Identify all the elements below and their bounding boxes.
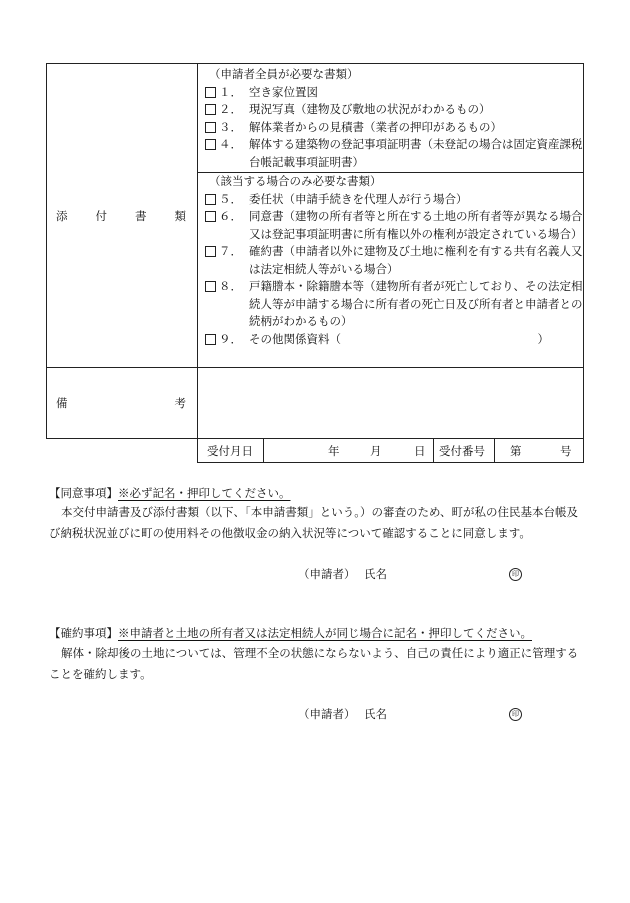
checklist-item[interactable]: ５． 委任状（申請手続きを代理人が行う場合） [205,191,587,209]
attachments-label: 添 付 書 類 [56,209,186,223]
receipt-go: 号 [560,444,572,458]
checkbox[interactable] [205,194,216,205]
pledge-title: 【確約事項】 [49,626,118,640]
seal-icon: 印 [509,708,522,721]
checklist-item[interactable]: ４． 解体する建築物の登記事項証明書（未登記の場合は固定資産課税台帳記載事項証明書） [205,136,587,171]
receipt-divider-2 [433,438,434,463]
checklist-item[interactable]: ８． 戸籍謄本・除籍謄本等（建物所有者が死亡しており、その法定相続人等が申請する場合に所有者の死亡日及び所有者と申請者との続柄がわかるもの） [205,278,587,331]
table-bottom-border [46,438,584,439]
consent-heading [49,485,291,501]
checklist-item[interactable]: ７． 確約書（申請者以外に建物及び土地に権利を有する共有名義人又は法定相続人等がいる場合） [205,243,587,278]
consent-name-label: 氏名 [364,567,387,581]
consent-title: 【同意事項】 [49,486,118,500]
checkbox[interactable] [205,104,216,115]
checkbox[interactable] [205,139,216,150]
checklist-item[interactable]: ３． 解体業者からの見積書（業者の押印があるもの） [205,119,587,137]
required-documents-list [205,66,587,171]
checkbox[interactable] [205,211,216,222]
receipt-month: 月 [370,444,382,458]
receipt-bottom-border [197,462,584,463]
receipt-date-label: 受付月日 [207,444,253,458]
consent-body: 本交付申請書及び添付書類（以下、「本申請書類」という。）の審査のため、町が私の住民基本台帳及び納税状況並びに町の使用料その他徴収金の納入状況等について確認することに同意します。 [49,505,579,540]
seal-icon: 印 [509,568,522,581]
receipt-number-label: 受付番号 [439,444,485,458]
pledge-heading [49,625,532,641]
checkbox[interactable] [205,87,216,98]
pledge-body: 解体・除却後の土地については、管理不全の状態にならないよう、自己の責任により適正に管理することを確約します。 [49,646,579,681]
receipt-divider-1 [263,438,264,463]
pledge-applicant: （申請者） [298,707,356,721]
table-left-border [46,63,47,439]
checkbox[interactable] [205,281,216,292]
conditional-header: （該当する場合のみ必要な書類） [209,174,382,188]
receipt-day: 日 [414,444,426,458]
pledge-note: ※申請者と土地の所有者又は法定相続人が同じ場合に記名・押印してください。 [118,626,532,640]
checklist-item[interactable]: ６． 同意書（建物の所有者等と所在する土地の所有者等が異なる場合又は登記事項証明書に所有権以外の権利が設定されている場合） [205,208,587,243]
other-close-paren: ） [537,331,549,346]
checkbox[interactable] [205,122,216,133]
checklist-item[interactable]: ２． 現況写真（建物及び敷地の状況がわかるもの） [205,101,587,119]
receipt-divider-3 [494,438,495,463]
receipt-dai: 第 [510,444,522,458]
checkbox[interactable] [205,334,216,345]
remarks-field[interactable] [198,368,583,438]
checkbox[interactable] [205,246,216,257]
receipt-year: 年 [328,444,340,458]
pledge-name-label: 氏名 [364,707,387,721]
required-header: （申請者全員が必要な書類） [209,67,359,81]
checklist-item[interactable]: ９． その他関係資料（ ） [205,331,587,349]
remarks-label: 備 考 [56,396,186,410]
conditional-documents-list [205,173,587,348]
consent-note: ※必ず記名・押印してください。 [118,486,291,500]
consent-applicant: （申請者） [298,567,356,581]
checklist-item[interactable]: １． 空き家位置図 [205,84,587,102]
table-top-border [46,63,584,64]
